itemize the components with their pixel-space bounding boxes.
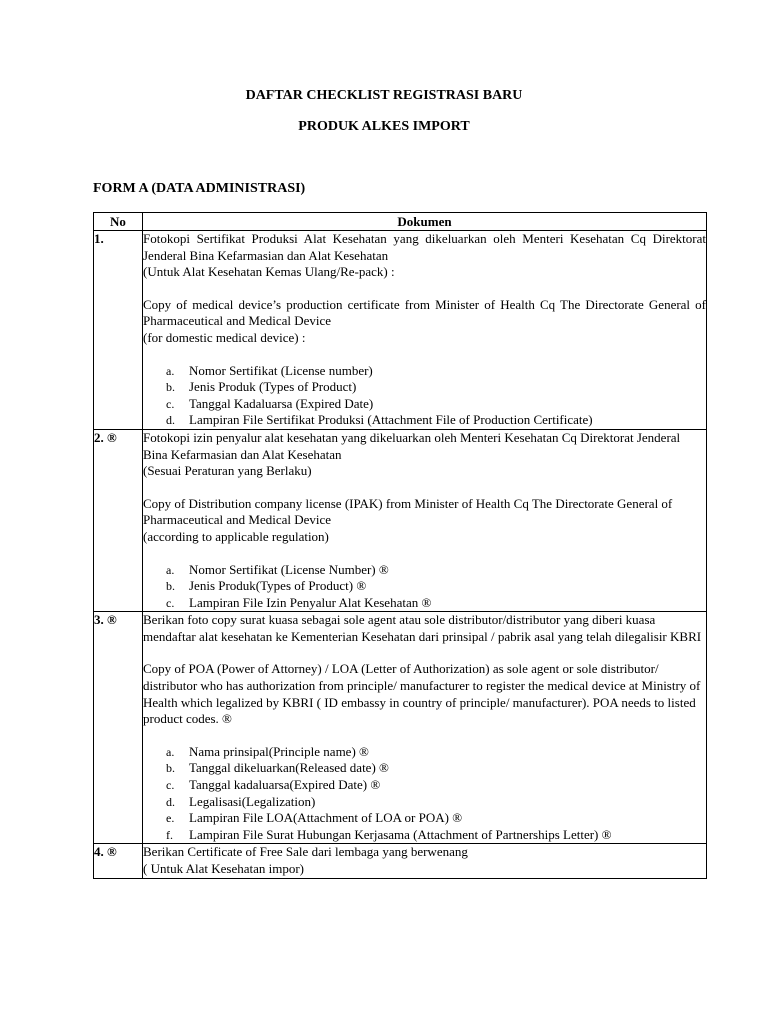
row-number: 4. ® <box>94 844 143 879</box>
indonesian-description: Berikan foto copy surat kuasa sebagai sole agent atau sole distributor/distributor yang diberi kuasa mendaftar alat kesehatan ke Kementerian Kesehatan dari prinsipal / pabrik asal yang telah dilegalisir KBRI <box>143 612 702 644</box>
list-item: c. Lampiran File Izin Penyalur Alat Kesehatan ® <box>166 594 432 610</box>
english-note: (according to applicable regulation) <box>143 528 329 544</box>
row-number: 3. ® <box>94 612 143 844</box>
english-note: (for domestic medical device) : <box>143 329 306 345</box>
document-cell <box>143 231 707 430</box>
document-cell <box>143 612 707 844</box>
requirement-list <box>143 562 706 612</box>
table-row <box>94 844 707 879</box>
list-item: e. Lampiran File LOA(Attachment of LOA or POA) ® <box>166 810 463 826</box>
requirement-list <box>143 744 706 844</box>
list-item: c. Tanggal Kadaluarsa (Expired Date) <box>166 395 374 411</box>
list-item: b. Tanggal dikeluarkan(Released date) ® <box>166 760 389 776</box>
table-row <box>94 612 707 844</box>
form-label: FORM A (DATA ADMINISTRASI) <box>93 181 306 196</box>
table-row <box>94 429 707 611</box>
table-row <box>94 231 707 430</box>
english-description: Copy of Distribution company license (IPAK) from Minister of Health Cq The Directorate General of Pharmaceutical and Medical Device <box>143 495 673 528</box>
document-cell <box>143 844 707 879</box>
document-cell <box>143 429 707 611</box>
requirement-list <box>143 363 706 429</box>
column-header-document: Dokumen <box>143 213 707 231</box>
list-item: b. Jenis Produk (Types of Product) <box>166 379 357 395</box>
indonesian-note: ( Untuk Alat Kesehatan impor) <box>143 861 305 876</box>
document-title: DAFTAR CHECKLIST REGISTRASI BARU <box>245 88 523 103</box>
list-item: a. Nama prinsipal(Principle name) ® <box>166 743 369 759</box>
list-item: b. Jenis Produk(Types of Product) ® <box>166 578 367 594</box>
english-description: Copy of POA (Power of Attorney) / LOA (Letter of Authorization) as sole agent or sole distributor/ distributor who has authorization from principle/ manufacturer to register the medical device at Ministry of Health which legalized by KBRI ( ID embassy in country of principle/ manufacturer). POA needs to listed product codes. ® <box>143 661 701 727</box>
indonesian-note: (Sesuai Peraturan yang Berlaku) <box>143 463 312 479</box>
english-description: Copy of medical device’s production certificate from Minister of Health Cq The Directorate General of Pharmaceutical and Medical Device <box>143 296 706 329</box>
indonesian-description: Fotokopi Sertifikat Produksi Alat Kesehatan yang dikeluarkan oleh Menteri Kesehatan Cq Direktorat Jenderal Bina Kefarmasian dan Alat Kesehatan <box>143 231 706 263</box>
indonesian-description: Berikan Certificate of Free Sale dari lembaga yang berwenang <box>143 844 468 860</box>
list-item: a. Nomor Sertifikat (License Number) ® <box>166 561 389 577</box>
row-number: 2. ® <box>94 429 143 611</box>
table-header-row <box>94 213 707 231</box>
indonesian-description: Fotokopi izin penyalur alat kesehatan yang dikeluarkan oleh Menteri Kesehatan Cq Direktorat Jenderal Bina Kefarmasian dan Alat Kesehatan <box>143 429 681 462</box>
document-subtitle: PRODUK ALKES IMPORT <box>298 119 470 134</box>
list-item: d. Lampiran File Sertifikat Produksi (Attachment File of Production Certificate) <box>166 412 593 428</box>
list-item: c. Tanggal kadaluarsa(Expired Date) ® <box>166 777 381 793</box>
indonesian-note: (Untuk Alat Kesehatan Kemas Ulang/Re-pack) : <box>143 264 395 280</box>
column-header-no: No <box>94 213 143 231</box>
row-number: 1. <box>94 231 143 430</box>
list-item: a. Nomor Sertifikat (License number) <box>166 362 373 378</box>
list-item: f. Lampiran File Surat Hubungan Kerjasama (Attachment of Partnerships Letter) ® <box>166 826 612 842</box>
list-item: d. Legalisasi(Legalization) <box>166 793 316 809</box>
checklist-table <box>93 212 707 879</box>
